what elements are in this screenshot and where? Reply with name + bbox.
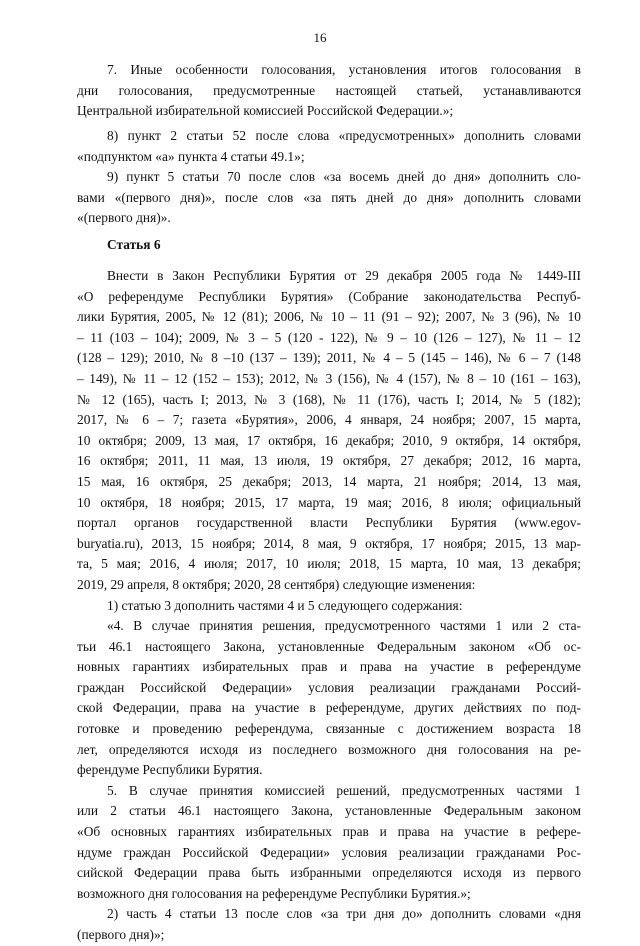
text-line: сийской Федерации права быть избранными определяются исходя из первого bbox=[77, 865, 581, 881]
text-line: 2017, № 6 – 7; газета «Бурятия», 2006, 4 января, 24 ноября; 2007, 15 марта, bbox=[77, 412, 581, 428]
text-line: портал органов государственной власти Республики Бурятия (www.egov- bbox=[77, 515, 581, 531]
text-line: 10 октября, 18 ноября; 2015, 17 марта, 19 мая; 2016, 8 июля; официальный bbox=[77, 494, 581, 510]
text-line: ской Федерации, права на участие в референдуме, других действиях по под- bbox=[77, 700, 581, 716]
text-line: новных гарантиях избирательных прав и права на участие в референдуме bbox=[77, 659, 581, 675]
text-line: (первого дня)»; bbox=[77, 927, 165, 942]
text-line: граждан Российской Федерации» условия реализации гражданами Россий- bbox=[77, 679, 581, 695]
text-line: «Об основных гарантиях избирательных прав и права на участие в рефере- bbox=[77, 824, 581, 840]
text-line: готовке и проведению референдума, связанные с достижением возраста 18 bbox=[77, 721, 581, 737]
text-line: тьи 46.1 настоящего Закона, установленные Федеральным законом «Об ос- bbox=[77, 638, 581, 654]
text-line: та, 5 мая; 2016, 4 июля; 2017, 10 июля; 2018, 15 марта, 10 мая, 13 декабря; bbox=[77, 556, 581, 572]
text-line: buryatia.ru), 2013, 15 ноября; 2014, 8 мая, 9 октября, 17 ноября; 2015, 13 мар- bbox=[77, 535, 581, 551]
text-line: 16 октября; 2011, 11 мая, 13 июля, 19 октября, 27 декабря; 2012, 16 марта, bbox=[77, 453, 581, 469]
page-number: 16 bbox=[313, 30, 327, 45]
text-line: «4. В случае принятия решения, предусмотренного частями 1 или 2 ста- bbox=[107, 618, 581, 634]
article-heading: Статья 6 bbox=[107, 237, 161, 252]
text-line: № 12 (165), часть I; 2013, № 3 (168), № 11 (176), часть I; 2014, № 5 (182); bbox=[77, 391, 581, 407]
text-line: (128 – 129); 2010, № 8 –10 (137 – 139); 2011, № 4 – 5 (145 – 146), № 6 – 7 (148 bbox=[77, 350, 581, 366]
text-line: ферендуме Республики Бурятия. bbox=[77, 762, 263, 778]
text-line: 2) часть 4 статьи 13 после слов «за три дня до» дополнить словами «дня bbox=[107, 906, 581, 922]
text-line: 9) пункт 5 статьи 70 после слов «за восемь дней до дня» дополнить сло- bbox=[107, 169, 581, 185]
text-line: «подпунктом «а» пункта 4 статьи 49.1»; bbox=[77, 148, 305, 164]
text-line: возможного дня голосования на референдуме Республики Бурятия.»; bbox=[77, 885, 471, 901]
text-line: 7. Иные особенности голосования, установления итогов голосования в bbox=[107, 62, 581, 77]
text-line: «О референдуме Республики Бурятия» (Собрание законодательства Респуб- bbox=[77, 288, 581, 304]
text-line: – 11 (103 – 104); 2009, № 3 – 5 (120 - 122), № 9 – 10 (126 – 127), № 11 – 12 bbox=[77, 329, 581, 345]
text-line: лики Бурятия, 2005, № 12 (81); 2006, № 10 – 11 (91 – 92); 2007, № 3 (96), № 10 bbox=[77, 309, 581, 325]
text-line: лет, определяются исходя из последнего возможного дня голосования на ре- bbox=[77, 741, 581, 757]
text-line: или 2 статьи 46.1 настоящего Закона, установленные Федеральным законом bbox=[77, 803, 581, 819]
paragraph-item-7 bbox=[77, 60, 581, 122]
amendment-items-8-9 bbox=[77, 126, 581, 229]
text-line: «(первого дня)». bbox=[77, 210, 171, 226]
article-6-body bbox=[77, 266, 581, 946]
text-line: ндуме граждан Российской Федерации» условия реализации гражданами Рос- bbox=[77, 844, 581, 860]
text-line: вами «(первого дня)», после слов «за пять дней до дня» дополнить словами bbox=[77, 189, 581, 205]
text-line: Внести в Закон Республики Бурятия от 29 декабря 2005 года № 1449-III bbox=[107, 268, 581, 283]
text-line: 15 мая, 16 октября, 25 декабря; 2013, 14 марта, 21 ноября; 2014, 13 мая, bbox=[77, 473, 581, 489]
text-line: 2019, 29 апреля, 8 октября; 2020, 28 сентября) следующие изменения: bbox=[77, 576, 476, 592]
text-line: 10 октября; 2009, 13 мая, 17 октября, 16 декабря; 2010, 9 октября, 14 октября, bbox=[77, 432, 581, 448]
text-line: дни голосования, предусмотренные настоящей статьей, устанавливаются bbox=[77, 82, 581, 98]
text-line: 5. В случае принятия комиссией решений, предусмотренных частями 1 bbox=[107, 782, 581, 798]
text-line: – 149), № 11 – 12 (152 – 153); 2012, № 3 (156), № 4 (157), № 8 – 10 (161 – 163), bbox=[77, 370, 581, 386]
text-line: 8) пункт 2 статьи 52 после слова «предусмотренных» дополнить словами bbox=[107, 128, 581, 143]
text-line: Центральной избирательной комиссией Российской Федерации.»; bbox=[77, 103, 454, 119]
text-line: 1) статью 3 дополнить частями 4 и 5 следующего содержания: bbox=[107, 597, 463, 613]
